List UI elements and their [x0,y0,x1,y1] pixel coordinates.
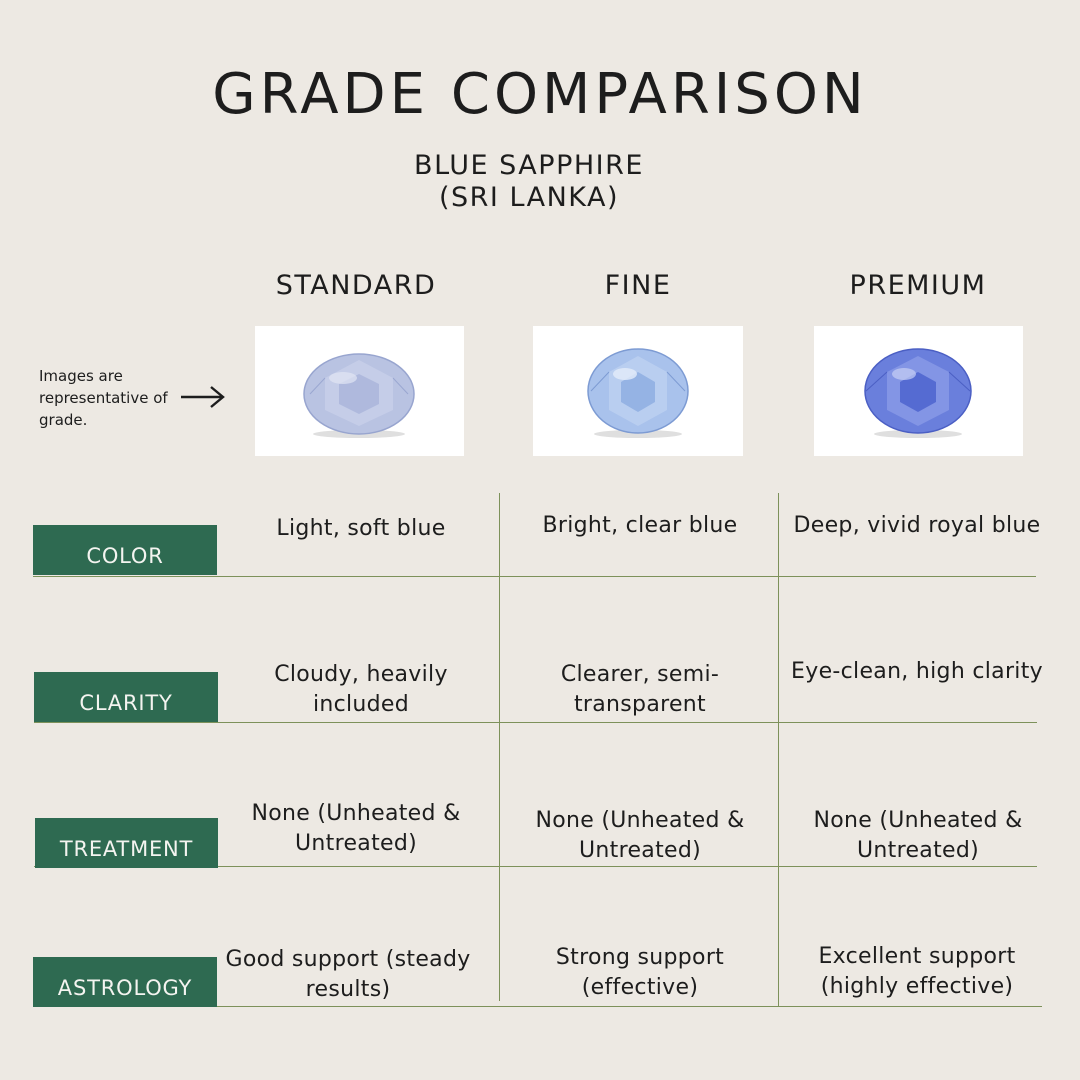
grade-header-premium: PREMIUM [849,270,987,301]
sapphire-stone-icon [255,326,464,456]
grade-header-fine: FINE [604,270,672,301]
cell-color-premium: Deep, vivid royal blue [793,513,1041,538]
subtitle [0,150,1058,214]
row-label-treatment: TREATMENT [35,818,218,868]
grade-header-standard: STANDARD [275,270,437,301]
cell-clarity-fine: Clearer, semi-transparent [560,662,720,717]
row-label-clarity: CLARITY [34,672,218,722]
image-note: Images are representative of grade. [39,367,168,429]
cell-clarity-premium: Eye-clean, high clarity [791,659,1043,684]
cell-color-standard: Light, soft blue [276,516,446,541]
image-standard [255,326,464,456]
row-label-astrology: ASTROLOGY [33,957,217,1007]
cell-astrology-standard: Good support (steady results) [225,947,471,1002]
subtitle-gem: BLUE SAPPHIRE [414,150,644,181]
sapphire-stone-icon [533,326,743,456]
column-divider [499,493,500,1001]
cell-astrology-premium: Excellent support (highly effective) [818,944,1016,999]
cell-treatment-fine: None (Unheated & Untreated) [535,808,745,863]
cell-astrology-fine: Strong support (effective) [555,945,725,1000]
cell-treatment-premium: None (Unheated & Untreated) [813,808,1023,863]
row-divider [34,722,1037,723]
image-premium [814,326,1023,456]
row-divider [33,576,1036,577]
row-label-color: COLOR [33,525,217,575]
right-arrow-icon [180,382,226,412]
page-title: GRADE COMPARISON [212,62,868,127]
column-divider [778,493,779,1007]
image-fine [533,326,743,456]
subtitle-origin: (SRI LANKA) [438,182,620,213]
sapphire-stone-icon [814,326,1023,456]
cell-color-fine: Bright, clear blue [542,513,738,538]
cell-clarity-standard: Cloudy, heavily included [274,662,448,717]
cell-treatment-standard: None (Unheated & Untreated) [251,801,461,856]
